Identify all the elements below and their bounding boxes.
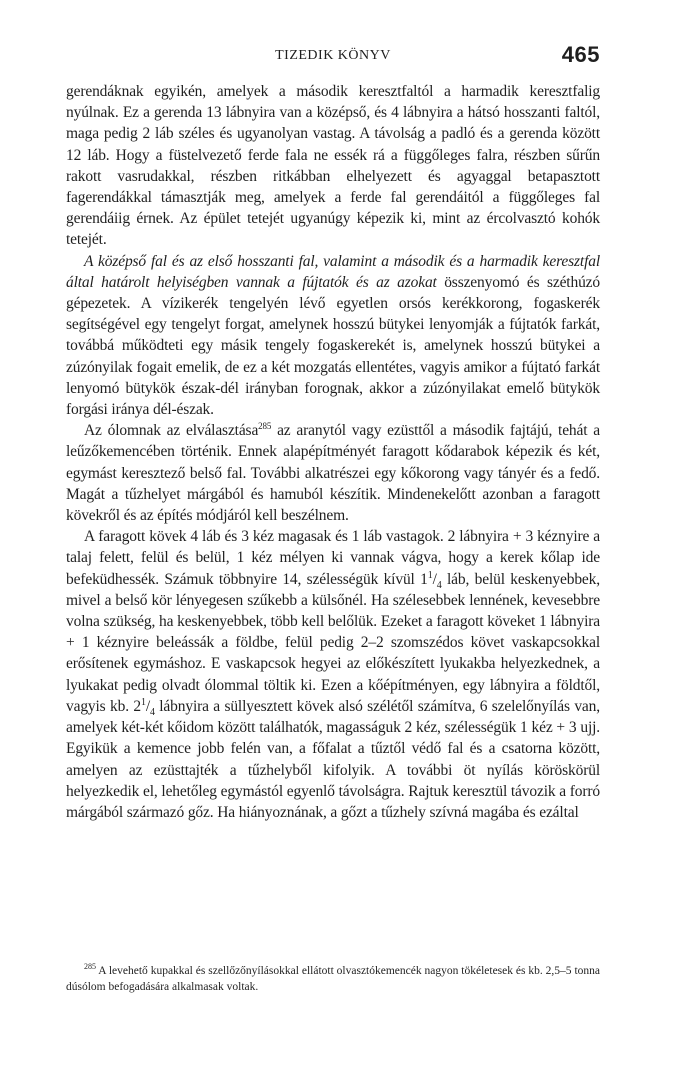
paragraph-3-text-end: az aranytól vagy ezüsttől a második fajtájú, tehát a leűzőkemencében történik. Ennek alapépítményét faragott kődarabok képezik és két, egymást keresztező belső fal. További alkatrészei egy kőkorong vagy tányér és a fedő. Magát a tűzhelyet márgából és hamuból készítik. Mindenekelőtt azonban a faragott kövekről és az építés módjáról kell beszélnem. xyxy=(66,422,600,525)
fraction-1-denominator: 4 xyxy=(436,579,442,591)
running-title: TIZEDIK KÖNYV xyxy=(275,48,391,63)
paragraph-1 xyxy=(66,81,600,251)
paragraph-4-part-2: láb, belül keskenyebbek, mivel a belső kör lényegesen szűkebb a külsőnél. Ha szélesebbek lennének, kevesebbre volna szükség, ha keskenyebbek, több kell belőlük. Ezeket a faragott köveket 1 lábnyira + 1 kéznyire beleássák a földbe, felül pedig 2–2 szomszédos követ vaskapcsokkal erősítenek egymáshoz. E vaskapcsok hegyei az előkészített lyukakba helyezkednek, a lyukakat pedig olvadt ólommal töltik ki. Ezen a kőépítményen, egy lábnyira a földtől, vagyis kb. 2 xyxy=(66,570,600,715)
paragraph-2-italic-lead: A középső fal és az első hosszanti fal, valamint a második és a harmadik keresztfal által határolt helyiségben vannak a fújtatók és az azokat xyxy=(66,252,600,291)
paragraph-4-part-3: lábnyira a süllyesztett kövek alsó szélétől számítva, 6 szelelőnyílás van, amelyek két-két kőidom között találhatók, magasságuk 2 kéz, szélességük 1 kéz + 3 ujj. Egyikük a kemence jobb felén van, a főfalat a tűztől védő fal és a csatorna között, amelyen az ezüsttajték a tűzhelyből kifolyik. A további öt nyílás köröskörül helyezkedik el, lehetőleg egymástól egyenlő távolságra. Rajtuk keresztül távozik a forró márgából származó gőz. Ha hiányoznának, a gőzt a tűzhely szívná magába és ezáltal xyxy=(66,697,600,821)
body-text xyxy=(66,81,600,823)
footnote-text: A levehető kupakkal és szellőzőnyílásokkal ellátott olvasztókemencék nagyon tökéletesek és kb. 2,5–5 tonna dúsólom befogadására alkalmasak voltak. xyxy=(66,965,600,993)
paragraph-3 xyxy=(66,420,600,526)
paragraph-2-text: összenyomó és széthúzó gépezetek. A vízikerék tengelyén lévő egyetlen orsós kerékkorong, fogaskerék segítségével egy tengelyt forgat, amelynek hosszú bütykei lenyomják a fújtatók farkát, továbbá működteti egy másik tengely fogaskerekét is, amelynek hosszú bütykei a zúzónyilak fogait emelik, de ez a két mozgatás ellentétes, vagyis amikor a fújtató farkát lenyomó bütykök észak-dél irányban forognak, akkor a zúzónyilakat emelő bütykök forgási iránya dél-észak. xyxy=(66,273,600,419)
fraction-2-denominator: 4 xyxy=(149,706,155,718)
page-header xyxy=(66,42,600,70)
paragraph-4 xyxy=(66,526,600,823)
footnote-reference: 285 xyxy=(258,421,272,432)
fraction-2-slash: / xyxy=(145,697,150,715)
fraction-1-numerator: 1 xyxy=(427,569,433,581)
paragraph-3-text-start: Az ólomnak az elválasztása xyxy=(84,422,259,440)
paragraph-4-part-1: A faragott kövek 4 láb és 3 kéz magasak és 1 láb vastagok. 2 lábnyira + 3 kéznyire a talaj felett, felül és belül, 1 kéz mélyen ki vannak vágva, hogy a kerek kőlap ide befeküdhessék. Számuk többnyire 14, szélességük kívül 1 xyxy=(66,528,600,588)
paragraph-1-text: gerendáknak egyikén, amelyek a második keresztfaltól a harmadik keresztfalig nyúlnak. Ez a gerenda 13 lábnyira van a középső, és 4 lábnyira a hátsó hosszanti faltól, maga pedig 2 láb széles és ugyanolyan vastag. A távolság a padló és a gerenda között 12 láb. Hogy a füstelvezető ferde fala ne essék rá a függőleges falra, részben sűrűn rakott vasrudakkal, részben ritkábban elhelyezett és agyaggal betapasztott fagerendákkal támasztják meg, amelyek a ferde fal gerendáitól a függőleges fal gerendáiig érnek. Az épület tetejét ugyanúgy képezik ki, mint az ércolvasztó kohók tetejét. xyxy=(66,83,600,249)
footnote-number: 285 xyxy=(84,962,96,972)
paragraph-2 xyxy=(66,251,600,421)
fraction-1-slash: / xyxy=(432,570,437,588)
footnote xyxy=(66,963,600,995)
fraction-2-numerator: 1 xyxy=(140,696,146,708)
page-number: 465 xyxy=(561,42,600,67)
